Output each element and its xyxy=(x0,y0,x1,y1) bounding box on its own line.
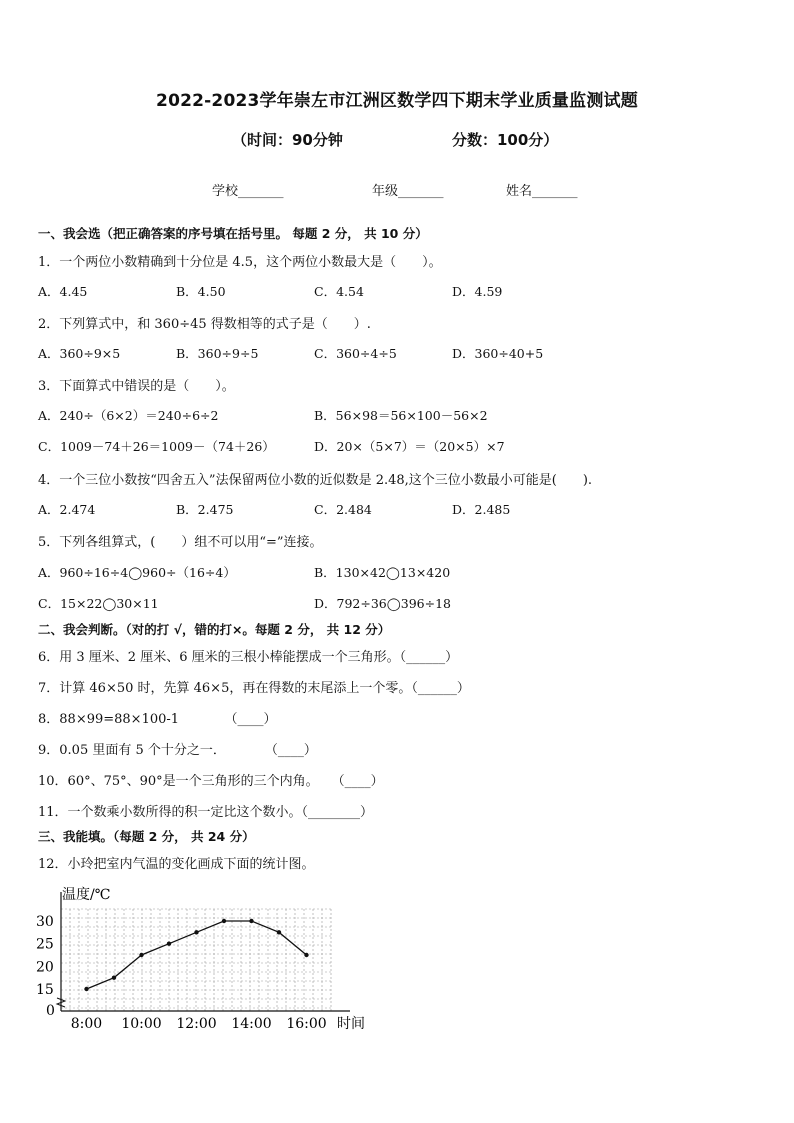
q1-option-d: D．4.59 xyxy=(452,284,503,299)
q4-option-c: C．2.484 xyxy=(314,502,372,517)
page-title: 2022-2023学年崇左市江洲区数学四下期末学业质量监测试题 xyxy=(156,91,638,111)
data-point xyxy=(249,919,253,923)
q5-option-b: B．130×42◯13×420 xyxy=(314,565,451,580)
data-point xyxy=(167,941,171,945)
q1-option-b: B．4.50 xyxy=(176,284,226,299)
school-field[interactable]: 学校_______ xyxy=(212,184,284,199)
y-tick-label: 0 xyxy=(46,1003,55,1019)
question-12: 12．小玲把室内气温的变化画成下面的统计图。 xyxy=(38,857,315,872)
exam-score: 分数：100分） xyxy=(452,131,559,149)
data-point xyxy=(304,953,308,957)
x-axis-label: 时间 xyxy=(337,1016,365,1032)
q3-option-d: D．20×（5×7）＝（20×5）×7 xyxy=(314,439,505,454)
question-6: 6．用 3 厘米、2 厘米、6 厘米的三根小棒能摆成一个三角形。（______） xyxy=(38,650,459,665)
x-tick-label: 10:00 xyxy=(121,1016,162,1032)
question-3: 3．下面算式中错误的是（ ）。 xyxy=(38,379,235,394)
question-8: 8．88×99=88×100-1 （____） xyxy=(38,712,277,727)
chart-ticks xyxy=(36,914,327,1032)
q2-option-a: A．360÷9×5 xyxy=(38,346,121,361)
question-2: 2．下列算式中，和 360÷45 得数相等的式子是（ ）. xyxy=(38,317,371,332)
y-tick-label: 30 xyxy=(36,914,54,930)
q3-option-b: B．56×98＝56×100－56×2 xyxy=(314,408,488,423)
data-point xyxy=(84,987,88,991)
y-axis-label: 温度/℃ xyxy=(62,887,111,903)
q5-option-c: C．15×22◯30×11 xyxy=(38,596,159,611)
name-field[interactable]: 姓名_______ xyxy=(506,184,578,199)
grade-field[interactable]: 年级_______ xyxy=(372,184,444,199)
x-tick-label: 14:00 xyxy=(231,1016,272,1032)
section-1-heading: 一、我会选（把正确答案的序号填在括号里。 每题 2 分， 共 10 分） xyxy=(38,226,428,241)
data-point xyxy=(222,919,226,923)
chart-axes xyxy=(57,892,350,1011)
q5-option-a: A．960÷16÷4◯960÷（16÷4） xyxy=(38,565,236,580)
q2-option-c: C．360÷4÷5 xyxy=(314,346,397,361)
temperature-line-chart xyxy=(30,878,390,1038)
x-tick-label: 12:00 xyxy=(176,1016,217,1032)
q3-option-c: C．1009－74＋26＝1009－（74＋26） xyxy=(38,439,275,454)
q2-option-d: D．360÷40+5 xyxy=(452,346,544,361)
section-3-heading: 三、我能填。（每题 2 分， 共 24 分） xyxy=(38,829,255,844)
q1-option-c: C．4.54 xyxy=(314,284,364,299)
y-tick-label: 15 xyxy=(36,982,54,998)
q5-option-d: D．792÷36◯396÷18 xyxy=(314,596,451,611)
axis-break-mark xyxy=(57,998,65,1007)
question-11: 11．一个数乘小数所得的积一定比这个数小。（________） xyxy=(38,805,374,820)
q4-option-d: D．2.485 xyxy=(452,502,511,517)
q1-option-a: A．4.45 xyxy=(38,284,88,299)
q3-option-a: A．240÷（6×2）＝240÷6÷2 xyxy=(38,408,219,423)
y-tick-label: 25 xyxy=(36,936,54,953)
exam-time: （时间：90分钟 xyxy=(232,131,343,149)
x-tick-label: 16:00 xyxy=(286,1016,327,1032)
x-tick-label: 8:00 xyxy=(70,1016,103,1032)
question-7: 7．计算 46×50 时，先算 46×5，再在得数的末尾添上一个零。（______） xyxy=(38,681,470,696)
data-point xyxy=(277,930,281,934)
data-point xyxy=(139,953,143,957)
question-4: 4．一个三位小数按“四舍五入”法保留两位小数的近似数是 2.48,这个三位小数最小可能是( ). xyxy=(38,473,593,488)
question-9: 9．0.05 里面有 5 个十分之一． （____） xyxy=(38,743,317,758)
y-tick-label: 20 xyxy=(36,959,54,976)
question-10: 10．60°、75°、90°是一个三角形的三个内角。 （____） xyxy=(38,774,384,789)
q4-option-b: B．2.475 xyxy=(176,502,234,517)
question-1: 1．一个两位小数精确到十分位是 4.5，这个两位小数最大是（ ）。 xyxy=(38,255,442,270)
data-point xyxy=(112,975,116,979)
q2-option-b: B．360÷9÷5 xyxy=(176,346,259,361)
data-point xyxy=(194,930,198,934)
chart-series xyxy=(84,919,308,991)
question-5: 5．下列各组算式，( ）组不可以用“=”连接。 xyxy=(38,535,323,550)
chart-grid xyxy=(61,909,333,1011)
section-2-heading: 二、我会判断。（对的打 √，错的打×。每题 2 分， 共 12 分） xyxy=(38,622,391,637)
q4-option-a: A．2.474 xyxy=(38,502,96,517)
